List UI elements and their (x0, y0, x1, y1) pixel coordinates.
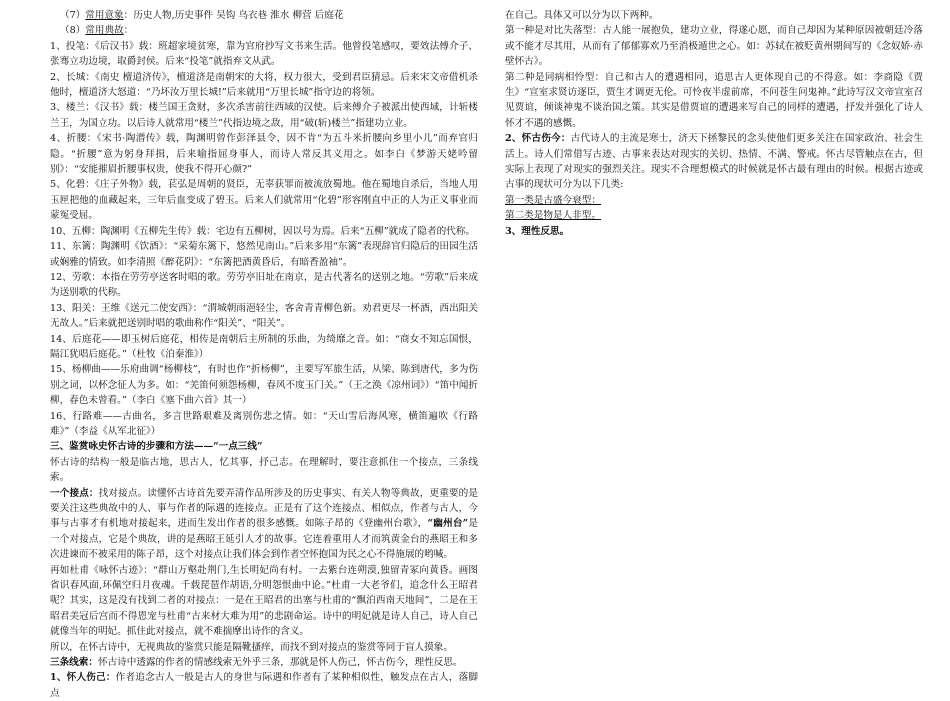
right-column (505, 8, 923, 239)
clue-two-label: 2、怀古伤今： (505, 133, 571, 145)
category-one-line (505, 193, 923, 208)
common-imagery-term: 常用意象 (85, 10, 124, 21)
common-imagery-text: ：历史人物,历史事件 吴钩 乌衣巷 淮水 柳营 后庭花 (123, 10, 344, 21)
allusion-paragraph: 5、化碧：《庄子外物》载，苌弘是周朝的贤臣，无辜获罪而被流放蜀地。他在蜀地自杀后，当地人用玉匣把他的血藏起来，三年后血变成了碧玉。后来人们就常用“化碧”形容刚直中正的人为正义事业而蒙冤受屈。 (50, 179, 478, 222)
conclusion-paragraph: 所以，在怀古诗中，无视典故的鉴赏只能是隔靴搔痒，而找不到对接点的鉴赏等同于盲人摸象。 (50, 641, 453, 653)
left-column (50, 8, 478, 701)
continued-text: 在自己。具体又可以分为以下两种。 (505, 10, 659, 21)
type-two-paragraph: 第二种是同病相怜型：自己和古人的遭遇相同，追思古人更体现自己的不得意。如：李商隐《贾生》“宣室求贤访逐臣，贾生才调更无伦。可怜夜半虚前席，不问苍生问鬼神。”此诗写汉文帝宣室召见贾谊，倾谈神鬼不谈治国之策。其实是借贾谊的遭遇来写自己的同样的遭遇，抒发并强化了诗人怀才不遇的感慨。 (505, 71, 923, 129)
item-number: （7） (60, 10, 86, 21)
common-imagery-line (50, 8, 478, 23)
one-point-paragraph: 一个接点：找对接点。读懂怀古诗首先要弄清作品所涉及的历史事实、有关人物等典故，更重要的是要关注这些典故中的人、事与作者的际遇的连接点。正是有了这个连接点、相似点，作者与古人，今事与古事才有机地对接起来，进而生发出作者的很多感慨。如陈子昂的《登幽州台歌》，“幽州台”是一个对接点，它是个典故，讲的是燕昭王延引人才的故事。它连着重用人才而筑黄金台的燕昭王和多次进谏而不被采用的陈子昂，这个对接点让我们体会到作者空怀抱国为民之心不得施展的哟喊。 (50, 487, 479, 561)
one-point-label: 一个接点： (50, 487, 99, 499)
category-one: 第一类是古盛今衰型： (505, 194, 601, 206)
three-clues-paragraph: 三条线索：怀古诗中透露的作者的情感线索无外乎三条，那就是怀人伤己，怀古伤今，理性反思。 (50, 657, 463, 669)
allusion-paragraph: 2、长城：《南史 檀道济传》，檀道济是南朝宋的大将，权力很大，受到君臣猜忌。后来宋文帝借机杀他时，檀道济大怒道：“乃坏汝万里长城!”后来就用“万里长城”指守边的将领。 (50, 71, 478, 99)
allusion-paragraph: 16、行路难——古曲名，多言世路艰难及离别伤悲之情。如：“天山雪后海风寒，横笛遍吹《行路难》”（李益《从军北征》） (50, 410, 478, 437)
du-fu-example-paragraph: 再如杜甫《咏怀古迹》：“群山万壑赴荆门,生长明妃尚有村。一去紫台连朔漠,独留青冢向黄昏。画图省识春风面,环佩空归月夜魂。千载琵琶作胡语,分明怨恨曲中论。”杜甫一大老爷们，追念什么王昭君呢？其实，这是没有找到二者的对接点：一是在王昭君的出塞与杜甫的“飘泊西南天地间”，二是在王昭君美冠后宫而不得恩宠与杜甫“古来材大难为用”的悲剧命运。诗中的明妃就是诗人自己，诗人自己就像当年的明妃。抓住此对接点，就不难揣摩出诗作的含义。 (50, 564, 478, 638)
category-two-line (505, 208, 923, 223)
type-one-paragraph: 第一种是对比失落型：古人能一展抱负，建功立业，得遂心愿，而自己却因为某种原因被朝廷冷落或不能才尽其用，从而有了郁郁寡欢乃至消极遁世之心。如：苏轼在被贬黄州期间写的《念奴娇·赤壁怀古》。 (505, 25, 923, 68)
clue-one-paragraph: 1、怀人伤己：作者追念古人一般是古人的身世与际遇和作者有了某种相似性，触发点在古人，落脚点 (50, 672, 478, 699)
allusion-paragraph: 15、杨柳曲——乐府曲调“杨柳枝”，有时也作“折杨柳”，主要写军旅生活，从梁、陈到唐代，多为伤别之词，以杯念征人为多。如：“羌笛何须怨杨柳，春风不度玉门关。”（王之涣《凉州词》）“笛中闻折柳，春色未曾看。”（李白《塞下曲六首》其一） (50, 364, 478, 407)
allusion-paragraph: 13、阳关：王维《送元二使安西》：“渭城朝雨浥轻尘，客舍青青柳色新。劝君更尽一杯酒，西出阳关无故人。”后来就把送别时唱的歌曲称作“阳关”、“阳关”。 (50, 302, 478, 330)
common-allusions-heading: （8）常用典故： (60, 25, 134, 37)
three-clues-label: 三条线索： (50, 657, 98, 669)
allusion-paragraph: 4、折腰：《宋书·陶潜传》载，陶渊明曾作彭泽县令，因不肯“为五斗米折腰向乡里小儿”而弃官归隐。“折腰”意为躬身拜揖，后来喻指屈身事人，而诗人常反其义用之。如李白《梦游天姥吟留别》：“安能摧眉折腰事权贵，使我不得开心颜?” (50, 133, 478, 176)
allusion-paragraph: 10、五柳：陶渊明《五柳先生传》载：宅边有五柳树，因以号为焉。后来“五柳”就成了隐者的代称。 (50, 225, 475, 237)
allusion-paragraph: 12、劳歌：本指在劳劳亭送客时唱的歌。劳劳亭旧址在南京，是古代著名的送别之地。“劳歌”后来成为送别歌的代称。 (50, 271, 478, 299)
clue-three-label: 3、理性反思。 (505, 225, 570, 237)
allusion-paragraph: 11、东篱：陶渊明《饮酒》：“采菊东篱下，悠然见南山。”后来多用“东篱”表现辞官归隐后的田园生活或娴雅的情致。如李清照《醉花阴》：“东篱把酒黄昏后，有暗香盈袖”。 (50, 241, 478, 268)
section-three-title: 三、鉴赏咏史怀古诗的步骤和方法——“一点三线” (50, 441, 263, 453)
clue-one-label: 1、怀人伤己： (50, 672, 116, 684)
clue-two-paragraph: 2、怀古伤今：古代诗人的主流是寒士，济天下拯黎民的念头使他们更多关注在国家政治、社会生活上。诗人们常借写古迹、古事来表达对现实的关切、热情、不满、警戒。怀古尽管触点在古，但实际上表现了对现实的强烈关注。现实不合理想模式的时候就是怀古最有理由的时候。根据古迹或古事的现状可分为以下几类: (505, 133, 923, 191)
youzhou-tai-quote: “幽州台” (427, 518, 469, 530)
allusion-paragraph: 14、后庭花——即玉树后庭花，相传是南朝后主所制的乐曲，为绮靡之音。如：“商女不知忘国恨，隔江犹唱后庭花。”（杜牧《泊秦淮》） (50, 333, 478, 360)
common-allusions-term: 常用典故 (85, 25, 124, 37)
section-three-intro: 怀古诗的结构一般是临古地，思古人，忆其事，抒己志。在理解时，要注意抓住一个接点，三条线索。 (50, 456, 478, 484)
allusion-paragraph: 1、投笔：《后汉书》载：班超家境贫寒，靠为官府抄写文书来生活。他曾投笔感叹，要效法傅介子、张骞立功边境，取爵封侯。后来“投笔”就指弃文从武。 (50, 40, 478, 68)
category-two: 第二类是物是人非型。 (505, 210, 601, 222)
allusion-paragraph: 3、楼兰：《汉书》载：楼兰国王贪财，多次杀害前往西域的汉使。后来傅介子被派出使西域，计斩楼兰王，为国立功。以后诗人就常用“楼兰”代指边境之敌，用“破(斩)楼兰”指建功立业。 (50, 102, 478, 129)
item-number: （8） (60, 25, 86, 37)
